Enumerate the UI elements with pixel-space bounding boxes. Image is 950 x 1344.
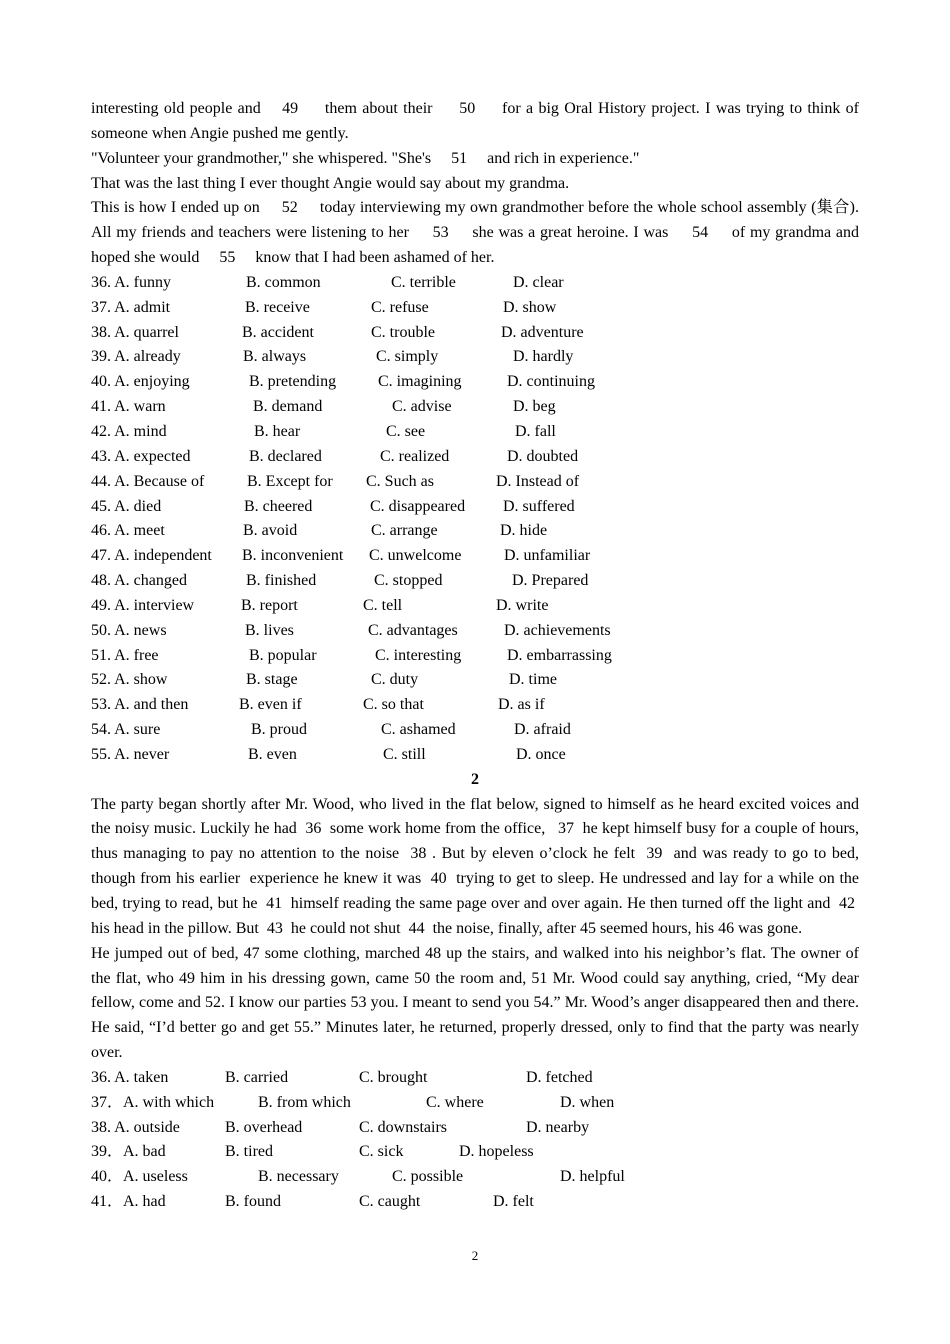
question-row bbox=[91, 395, 859, 420]
question-option-a: 43. A. expected bbox=[91, 447, 191, 465]
question-row bbox=[91, 445, 859, 470]
question-option: D. show bbox=[503, 298, 557, 316]
question-row bbox=[91, 1190, 859, 1215]
question-option: D. when bbox=[560, 1093, 615, 1111]
question-option: C. still bbox=[383, 745, 426, 763]
question-option: D. helpful bbox=[560, 1168, 625, 1186]
question-option-a: 54. A. sure bbox=[91, 721, 161, 739]
question-option-a: 48. A. changed bbox=[91, 572, 187, 590]
question-row bbox=[91, 718, 859, 743]
question-row bbox=[91, 1066, 859, 1091]
question-row bbox=[91, 296, 859, 321]
question-option: D. hardly bbox=[513, 348, 574, 366]
question-option-a: 44. A. Because of bbox=[91, 472, 205, 490]
question-option: D. hide bbox=[500, 522, 548, 540]
question-option: C. stopped bbox=[374, 572, 443, 590]
question-row bbox=[91, 544, 859, 569]
question-option-a: 52. A. show bbox=[91, 671, 168, 689]
question-option: D. as if bbox=[498, 696, 545, 714]
question-option-a: 47. A. independent bbox=[91, 547, 212, 565]
question-option: C. arrange bbox=[371, 522, 438, 540]
question-option: C. where bbox=[426, 1093, 484, 1111]
question-option: C. realized bbox=[380, 447, 450, 465]
question-option: B. proud bbox=[251, 721, 307, 739]
question-option: B. common bbox=[246, 273, 321, 291]
question-row bbox=[91, 495, 859, 520]
question-option: C. disappeared bbox=[370, 497, 466, 515]
question-option: B. stage bbox=[246, 671, 298, 689]
question-option-a: 37．A. with which bbox=[91, 1093, 215, 1111]
question-option: B. pretending bbox=[249, 373, 337, 391]
document-page bbox=[91, 97, 859, 1215]
question-row bbox=[91, 693, 859, 718]
question-option: C. terrible bbox=[391, 273, 456, 291]
question-option: C. brought bbox=[359, 1068, 428, 1086]
question-row bbox=[91, 594, 859, 619]
question-option: B. declared bbox=[249, 447, 322, 465]
question-row bbox=[91, 569, 859, 594]
question-option: C. so that bbox=[363, 696, 424, 714]
question-row bbox=[91, 668, 859, 693]
question-option: B. avoid bbox=[243, 522, 298, 540]
question-row bbox=[91, 321, 859, 346]
options-list bbox=[91, 1066, 859, 1215]
question-row bbox=[91, 1116, 859, 1141]
question-option: C. Such as bbox=[366, 472, 434, 490]
question-row bbox=[91, 743, 859, 768]
question-option: B. inconvenient bbox=[242, 547, 344, 565]
question-option: D. once bbox=[516, 745, 566, 763]
question-option: B. receive bbox=[245, 298, 310, 316]
question-option: B. overhead bbox=[225, 1118, 303, 1136]
question-option: B. even if bbox=[239, 696, 302, 714]
passage-paragraph: "Volunteer your grandmother," she whispered. "She's 51 and rich in experience." bbox=[91, 149, 640, 167]
question-option: B. necessary bbox=[258, 1168, 339, 1186]
question-option: C. ashamed bbox=[381, 721, 456, 739]
question-option: D. time bbox=[509, 671, 557, 689]
question-option-a: 45. A. died bbox=[91, 497, 162, 515]
question-option-a: 53. A. and then bbox=[91, 696, 189, 714]
question-option-a: 55. A. never bbox=[91, 745, 170, 763]
question-option: D. beg bbox=[513, 398, 556, 416]
question-option: D. fetched bbox=[526, 1068, 593, 1086]
question-option: D. achievements bbox=[504, 621, 611, 639]
options-list bbox=[91, 271, 859, 768]
question-option: C. tell bbox=[363, 596, 403, 614]
question-option-a: 41. A. warn bbox=[91, 398, 166, 416]
page-number: 2 bbox=[471, 1248, 479, 1263]
question-option: C. unwelcome bbox=[369, 547, 462, 565]
section1 bbox=[91, 97, 859, 768]
question-option: B. always bbox=[243, 348, 307, 366]
question-option: C. advise bbox=[392, 398, 452, 416]
question-option: B. popular bbox=[249, 646, 317, 664]
question-option: D. continuing bbox=[507, 373, 595, 391]
question-option: D. suffered bbox=[503, 497, 575, 515]
question-option: B. even bbox=[248, 745, 297, 763]
question-option: C. advantages bbox=[368, 621, 458, 639]
question-option: D. hopeless bbox=[459, 1143, 534, 1161]
question-option-a: 40. A. enjoying bbox=[91, 373, 190, 391]
question-option: D. fall bbox=[515, 422, 556, 440]
question-option: C. sick bbox=[359, 1143, 404, 1161]
question-option: D. adventure bbox=[501, 323, 584, 341]
question-row bbox=[91, 420, 859, 445]
question-option: B. lives bbox=[245, 621, 294, 639]
question-row bbox=[91, 1140, 859, 1165]
question-option-a: 49. A. interview bbox=[91, 596, 195, 614]
question-option: C. simply bbox=[376, 348, 439, 366]
question-option: C. refuse bbox=[371, 298, 429, 316]
question-option: B. Except for bbox=[247, 472, 333, 490]
question-option-a: 39. A. already bbox=[91, 348, 181, 366]
question-option: C. trouble bbox=[371, 323, 435, 341]
question-option: B. finished bbox=[246, 572, 317, 590]
passage-paragraph: interesting old people and 49 them about their 50 for a big Oral History project. I was trying to think of someone when Angie pushed me gently. bbox=[91, 100, 859, 142]
question-row bbox=[91, 370, 859, 395]
question-option: B. hear bbox=[254, 422, 301, 440]
passage-paragraph: That was the last thing I ever thought Angie would say about my grandma. bbox=[91, 174, 570, 192]
passage-paragraph: This is how I ended up on 52 today interviewing my own grandmother before the whole school assembly (集合). All my friends and teachers were listening to her 53 she was a great heroine. I was 54 of my grandma and hoped she would 55 know that I had been ashamed of her. bbox=[91, 199, 859, 267]
question-option: D. Prepared bbox=[512, 572, 589, 590]
question-option-a: 36. A. funny bbox=[91, 273, 171, 291]
question-option-a: 50. A. news bbox=[91, 621, 167, 639]
question-row bbox=[91, 1091, 859, 1116]
question-option-a: 41．A. had bbox=[91, 1193, 166, 1211]
question-option-a: 42. A. mind bbox=[91, 422, 167, 440]
question-option: D. felt bbox=[493, 1193, 534, 1211]
question-option: D. nearby bbox=[526, 1118, 590, 1136]
question-row bbox=[91, 271, 859, 296]
section-heading: 2 bbox=[471, 770, 479, 788]
question-option: C. possible bbox=[392, 1168, 464, 1186]
question-row bbox=[91, 1165, 859, 1190]
question-option: B. cheered bbox=[244, 497, 313, 515]
question-row bbox=[91, 644, 859, 669]
question-option: B. demand bbox=[253, 398, 323, 416]
question-option: C. caught bbox=[359, 1193, 421, 1211]
question-option: B. report bbox=[241, 596, 298, 614]
question-option: C. see bbox=[386, 422, 426, 440]
question-option: D. unfamiliar bbox=[504, 547, 591, 565]
question-option-a: 38. A. quarrel bbox=[91, 323, 179, 341]
passage-paragraph: He jumped out of bed, 47 some clothing, marched 48 up the stairs, and walked into his neighbor’s flat. The owner of the flat, who 49 him in his dressing gown, came 50 the room and, 51 Mr. Wood could say anything, cried, “My dear fellow, come and 52. I know our parties 53 you. I meant to send you 54.” Mr. Wood’s anger disappeared then and there. He said, “I’d better go and get 55.” Minutes later, he returned, properly dressed, only to find that the party was nearly over. bbox=[91, 944, 859, 1062]
question-option: B. from which bbox=[258, 1093, 351, 1111]
question-option-a: 39．A. bad bbox=[91, 1143, 166, 1161]
question-row bbox=[91, 619, 859, 644]
question-option: C. downstairs bbox=[359, 1118, 447, 1136]
question-option: C. duty bbox=[371, 671, 419, 689]
question-option-a: 40．A. useless bbox=[91, 1168, 188, 1186]
passage-paragraph: The party began shortly after Mr. Wood, who lived in the flat below, signed to himself as he heard excited voices and the noisy music. Luckily he had 36 some work home from the office, 37 he kept himself busy for a couple of hours, thus managing to pay no attention to the noise 38 . But by eleven o’clock he felt 39 and was ready to go to bed, though from his earlier experience he knew it was 40 trying to get to sleep. He undressed and lay for a while on the bed, trying to read, but he 41 himself reading the same page over and over again. He then turned off the light and 42 his head in the pillow. But 43 he could not shut 44 the noise, finally, after 45 seemed hours, his 46 was gone. bbox=[91, 795, 859, 937]
question-option: D. Instead of bbox=[496, 472, 580, 490]
question-option: D. clear bbox=[513, 273, 564, 291]
question-option: D. embarrassing bbox=[507, 646, 612, 664]
question-option-a: 36. A. taken bbox=[91, 1068, 169, 1086]
question-option: D. afraid bbox=[514, 721, 571, 739]
question-option-a: 38. A. outside bbox=[91, 1118, 180, 1136]
question-row bbox=[91, 345, 859, 370]
question-option: C. interesting bbox=[375, 646, 462, 664]
question-row bbox=[91, 519, 859, 544]
question-option-a: 37. A. admit bbox=[91, 298, 171, 316]
section2 bbox=[91, 768, 859, 1215]
question-row bbox=[91, 470, 859, 495]
question-option-a: 46. A. meet bbox=[91, 522, 165, 540]
question-option: D. write bbox=[496, 596, 549, 614]
question-option: B. carried bbox=[225, 1068, 289, 1086]
question-option: B. tired bbox=[225, 1143, 273, 1161]
question-option-a: 51. A. free bbox=[91, 646, 159, 664]
question-option: B. found bbox=[225, 1193, 281, 1211]
question-option: C. imagining bbox=[378, 373, 462, 391]
question-option: B. accident bbox=[242, 323, 314, 341]
question-option: D. doubted bbox=[507, 447, 579, 465]
